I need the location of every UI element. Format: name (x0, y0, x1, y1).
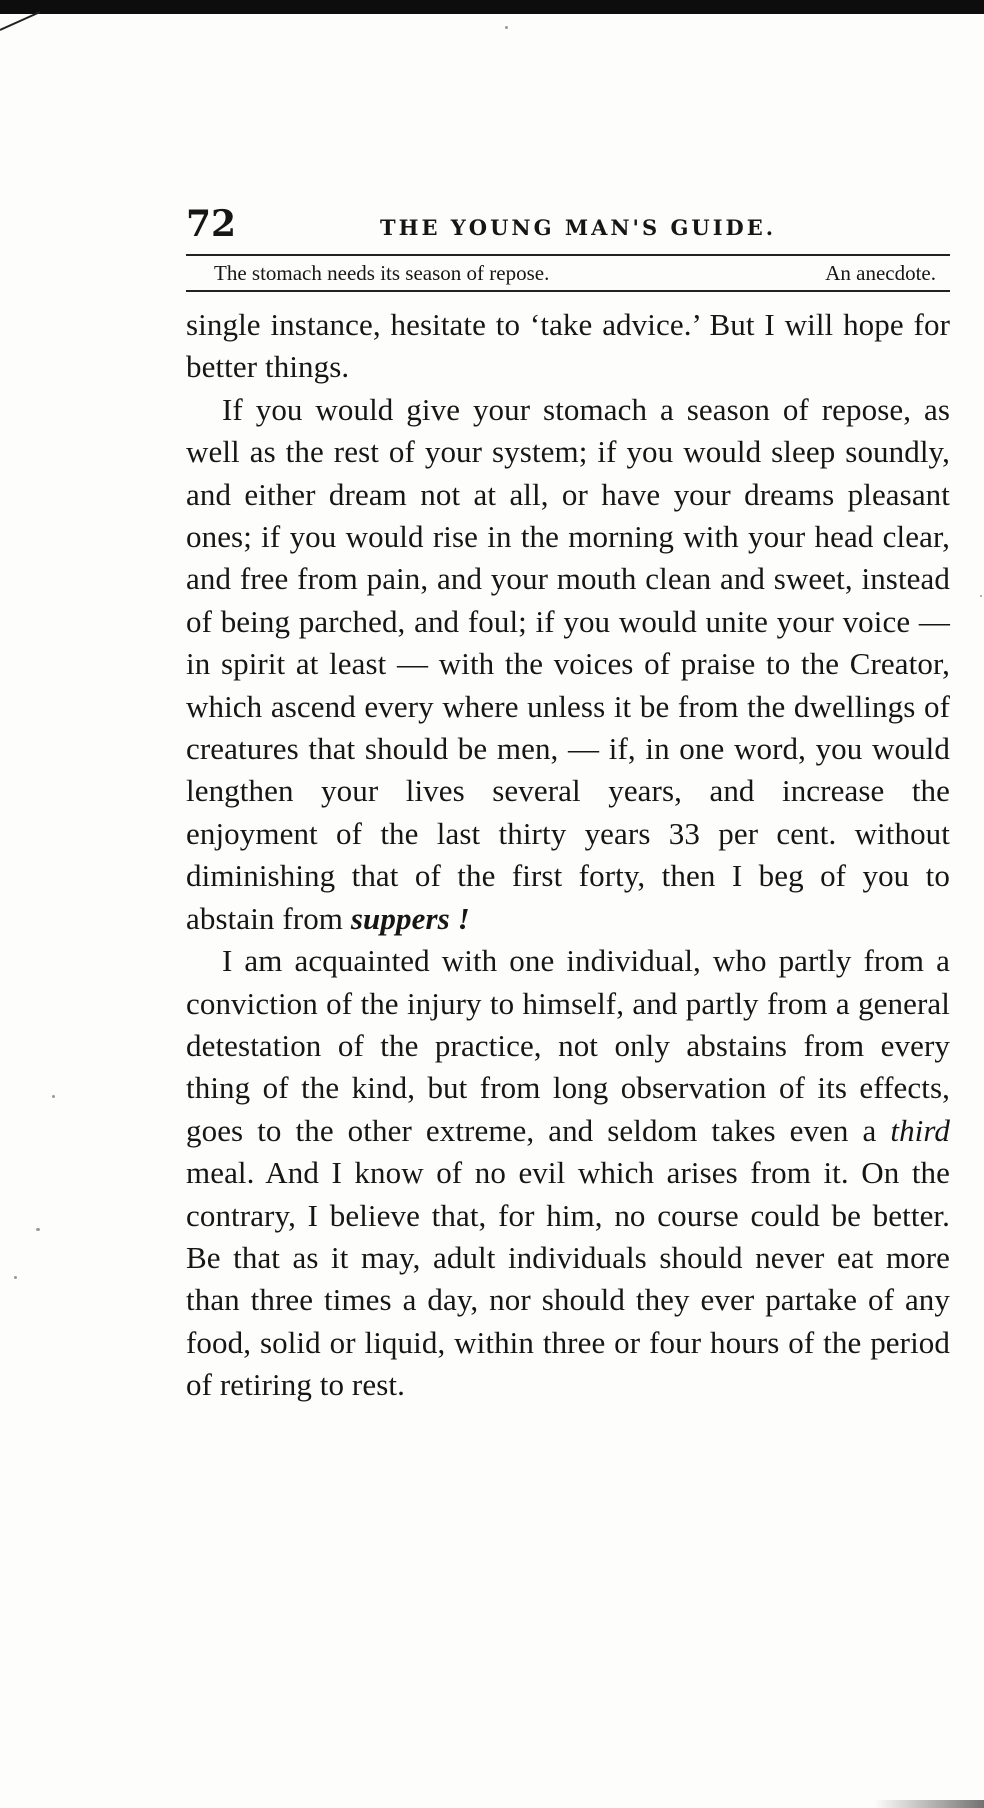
paragraph-anecdote (186, 940, 950, 1406)
paragraph-continued (186, 304, 950, 389)
emphasis-third: third (890, 1112, 950, 1148)
header-rule-bottom (186, 290, 950, 292)
emphasis-suppers: suppers ! (350, 900, 470, 936)
paragraph-text: I am acquainted with one individual, who partly from a conviction of the injury to himself, and partly from a general detestation of the practice, not only abstains from every thing of the kind, but from long observation of its effects, goes to the other extreme, and seldom takes even a (186, 943, 950, 1148)
scan-edge-top (0, 0, 984, 14)
paragraph-text: meal. And I know of no evil which arises from it. On the contrary, I believe that, for him, no course could be better. Be that as it may, adult individuals should never eat more than three times a day, nor should they ever partake of any food, solid or liquid, within three or four hours of the period of retiring to rest. (186, 1155, 950, 1403)
paragraph-text: If you would give your stomach a season of repose, as well as the rest of your system; if you would sleep soundly, and either dream not at all, or have your dreams pleasant ones; if you would rise in the morning with your head clear, and free from pain, and your mouth clean and sweet, instead of being parched, and foul; if you would unite your voice — in spirit at least — with the voices of praise to the Creator, which ascend every where unless it be from the dwellings of creatures that should be men, — if, in one word, you would lengthen your lives several years, and increase the enjoyment of the last thirty years 33 per cent. without diminishing that of the first forty, then I beg of you to abstain from (186, 391, 950, 936)
body-text (186, 304, 950, 1407)
section-subhead (186, 256, 950, 290)
page-number: 72 (186, 203, 237, 245)
paragraph-text: single instance, hesitate to ‘take advice.’ But I will hope for better things. (186, 307, 950, 385)
scan-corner-mark (0, 0, 50, 40)
scan-edge-bottom (874, 1800, 984, 1808)
book-page (186, 196, 950, 1407)
subhead-topic: The stomach needs its season of repose. (214, 261, 550, 285)
book-title: THE YOUNG MAN'S GUIDE. (380, 215, 777, 240)
running-head (186, 196, 950, 246)
subhead-anecdote: An anecdote. (825, 261, 936, 285)
paragraph-suppers (186, 389, 950, 940)
